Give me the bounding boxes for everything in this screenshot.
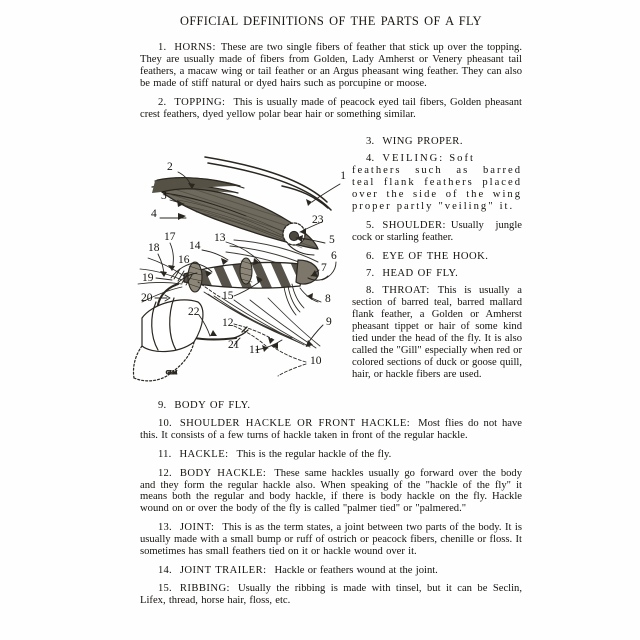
definition-number-2: 2. [158,96,167,108]
definition-number-6: 6. [366,251,375,262]
callout-23: 23 [312,214,324,226]
definition-entry-12 [140,468,522,516]
definition-number-13: 13. [158,522,172,534]
definition-entry-1 [140,42,522,90]
callout-18: 18 [148,242,160,254]
callout-13: 13 [214,232,226,244]
callout-2: 2 [167,161,173,173]
definition-term-15: RIBBING: [179,582,230,594]
definitions-right-block [352,136,522,381]
definition-term-3: WING PROPER. [382,136,463,147]
page-title: OFFICIAL DEFINITIONS OF THE PARTS OF A FLY [180,14,482,28]
callout-21: 21 [228,339,240,351]
definition-term-9: BODY OF FLY. [174,400,251,411]
callout-4: 4 [151,208,157,220]
definitions-bottom-block [140,400,522,607]
definition-number-14: 14. [158,564,172,576]
definition-number-8: 8. [366,285,375,296]
definition-entry-3 [352,136,522,148]
definition-term-14: JOINT TRAILER: [179,564,267,576]
callout-1: 1 [340,170,346,182]
callout-9: 9 [326,316,332,328]
definition-term-8: THROAT: [382,285,430,296]
definition-number-1: 1. [158,42,167,53]
definition-entry-10 [140,418,522,442]
definition-term-12: BODY HACKLE: [179,467,267,479]
definition-number-15: 15. [158,582,172,594]
definition-entry-5 [352,220,522,244]
figure-signature: GLM [166,371,178,376]
definition-entry-6 [352,251,522,263]
definition-text-11: This is the regular hackle of the fly. [236,448,392,460]
definition-text-10: Most flies do not have this. It consists of a few turns of hackle taken in front of the regular hackle. [140,417,522,441]
parts-of-a-fly-figure [122,150,346,400]
definition-text-13: This is as the term states, a joint between two parts of the body. It is usually made with a small bump or ruff of ostrich or peacock fibers, chenille or floss. It sometimes has small feathers tied on it or hackle wound over it. [140,522,522,558]
callout-12: 12 [222,317,234,329]
definition-term-6: EYE OF THE HOOK. [382,251,489,262]
definition-entry-11 [140,449,522,461]
callout-16: 16 [178,254,190,266]
definition-entry-13 [140,522,522,558]
definition-term-7: HEAD OF FLY. [382,268,459,279]
definition-term-5: SHOULDER: [382,220,446,231]
definition-number-12: 12. [158,467,172,479]
definition-term-2: TOPPING: [174,96,226,108]
definition-entry-8 [352,285,522,381]
definition-text-14: Hackle or feathers wound at the joint. [274,564,438,576]
callout-8: 8 [325,293,331,305]
definition-number-4: 4. [366,153,375,164]
definition-number-10: 10. [158,417,172,429]
definition-text-8: This is usually a section of barred teal, barred mallard flank feather, a Golden or Amherst pheasant tippet or hair of some kind tied under the head of the fly. It is also called the "Gill" especially when red or colored sections of duck or goose quill, hair, or hackle fibers are used. [352,285,522,380]
definition-entry-2 [140,97,522,121]
callout-20: 20 [141,292,153,304]
definition-term-13: JOINT: [179,522,215,534]
definition-text-2: This is usually made of peacock eyed tail fibers, Golden pheasant crest feathers, dyed yellow polar bear hair or something similar. [140,96,522,120]
definition-text-15: Usually the ribbing is made with tinsel, but it can be Seclin, Lifex, thread, horse hair, floss, etc. [140,582,522,606]
callout-5: 5 [329,234,335,246]
callout-11: 11 [249,344,261,356]
definition-term-4: VEILING: [382,153,445,164]
definition-entry-14 [140,565,522,577]
callout-22: 22 [188,306,200,318]
definition-entry-7 [352,268,522,280]
definition-number-9: 9. [158,400,167,411]
definition-number-5: 5. [366,220,375,231]
definition-text-12: These same hackles usually go forward over the body and they form the regular hackle also. When speaking of the "hackle of the fly" it means both the regular and body hackle, if there is body hackle on the fly. Hackle wound on or over the body of the fly is called "palmer tied" or "palmered." [140,467,523,515]
callout-10: 10 [310,355,322,367]
definition-entry-9 [140,400,522,412]
callout-19: 19 [142,272,154,284]
callout-6: 6 [331,250,337,262]
callout-17: 17 [164,231,176,243]
definition-number-7: 7. [366,268,375,279]
definition-entry-4 [352,153,522,213]
callout-15: 15 [222,290,234,302]
hook-point-feature [234,327,248,338]
callout-7: 7 [321,262,327,274]
definitions-top-block [140,42,522,120]
definition-text-4: Soft feathers such as barred teal flank feathers placed over the side of the wing proper partly "veiling" it. [352,153,522,212]
definition-text-1: These are two single fibers of feather that stick up over the topping. They are usually made of fibers from Golden, Lady Amherst or Venery pheasant tail feathers, a macaw wing or tail feather or an Argus pheasant wing feather. They can also be made of stiff natural or dyed hairs such as porcupine or moose. [140,42,522,89]
definition-number-3: 3. [366,136,375,147]
throat-fibers [284,284,318,315]
definition-text-5: Usually jungle cock or starling feather. [352,220,522,243]
callout-3: 3 [161,190,167,202]
definition-term-1: HORNS: [174,42,216,53]
definition-term-10: SHOULDER HACKLE OR FRONT HACKLE: [179,417,411,429]
callout-14: 14 [189,240,201,252]
definition-term-11: HACKLE: [179,448,229,460]
definition-number-11: 11. [158,448,172,460]
definition-entry-15 [140,583,522,607]
